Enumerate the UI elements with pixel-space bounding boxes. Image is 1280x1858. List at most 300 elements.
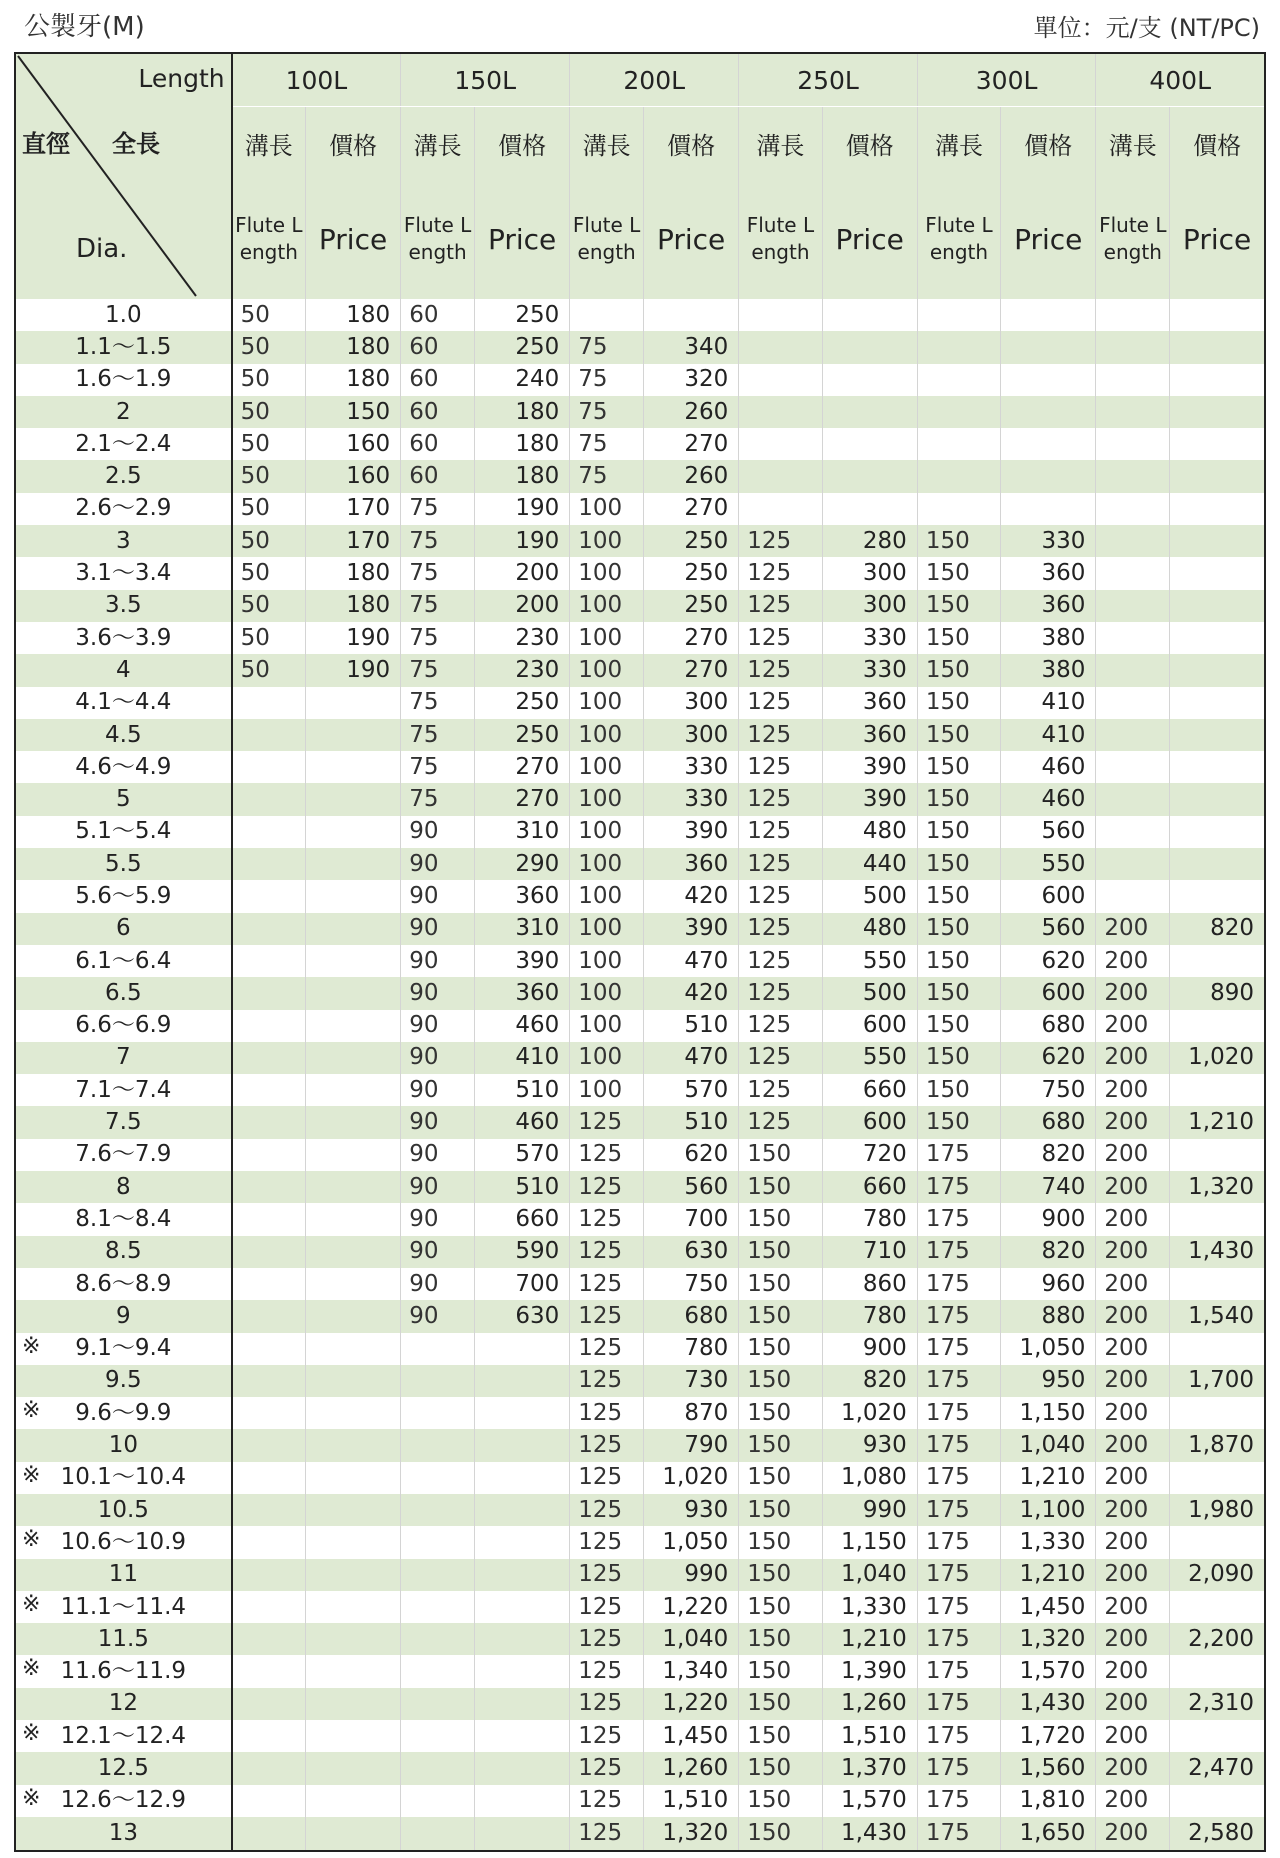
flute-header-zh: 溝長 — [232, 107, 306, 180]
diameter-value: 9.1～9.4 — [75, 1335, 172, 1362]
flute-length-cell: 200 — [1096, 1171, 1170, 1203]
table-row — [15, 299, 1265, 331]
flute-length-cell: 90 — [401, 1203, 475, 1235]
flute-length-cell: 50 — [232, 460, 306, 492]
price-cell — [305, 913, 400, 945]
table-row — [15, 525, 1265, 557]
flute-length-cell: 50 — [232, 525, 306, 557]
flute-length-cell: 125 — [570, 1300, 644, 1332]
price-header-en: Price — [474, 179, 569, 299]
flute-header-en-cell — [401, 179, 475, 299]
flute-length-cell — [401, 1494, 475, 1526]
diameter-cell — [15, 1720, 232, 1752]
price-cell: 710 — [822, 1236, 917, 1268]
flute-length-cell — [401, 1623, 475, 1655]
flute-length-cell: 200 — [1096, 1397, 1170, 1429]
price-cell: 590 — [474, 1236, 569, 1268]
diameter-value: 10.6～10.9 — [60, 1528, 187, 1555]
price-cell: 200 — [474, 557, 569, 589]
diameter-value: 11.6～11.9 — [60, 1658, 187, 1685]
diameter-cell — [15, 1042, 232, 1074]
price-cell: 510 — [644, 1106, 739, 1138]
reference-mark: ※ — [22, 1785, 41, 1811]
price-cell: 1,430 — [822, 1817, 917, 1851]
price-cell: 2,470 — [1170, 1752, 1265, 1784]
price-header-zh: 價格 — [1170, 107, 1265, 180]
price-cell — [305, 783, 400, 815]
price-cell: 950 — [1001, 1365, 1096, 1397]
price-cell — [644, 299, 739, 331]
price-cell: 480 — [822, 913, 917, 945]
flute-length-cell: 175 — [917, 1300, 1000, 1332]
flute-length-cell — [232, 1785, 306, 1817]
price-cell: 2,310 — [1170, 1688, 1265, 1720]
table-row — [15, 816, 1265, 848]
diameter-value: 5 — [116, 786, 131, 813]
price-cell: 250 — [644, 557, 739, 589]
flute-header-zh: 溝長 — [739, 107, 822, 180]
price-cell — [1170, 654, 1265, 686]
price-header-zh: 價格 — [305, 107, 400, 180]
table-row — [15, 945, 1265, 977]
diameter-value: 10.5 — [97, 1496, 149, 1523]
diameter-cell — [15, 783, 232, 815]
diameter-cell — [15, 719, 232, 751]
price-cell: 1,870 — [1170, 1429, 1265, 1461]
price-cell — [305, 1203, 400, 1235]
flute-length-cell — [1096, 331, 1170, 363]
table-row — [15, 1752, 1265, 1784]
flute-length-cell — [232, 751, 306, 783]
price-cell — [305, 1559, 400, 1591]
flute-length-cell — [232, 1752, 306, 1784]
price-cell — [474, 1752, 569, 1784]
flute-length-cell — [917, 428, 1000, 460]
flute-length-cell: 100 — [570, 751, 644, 783]
flute-length-cell: 100 — [570, 1042, 644, 1074]
flute-length-cell: 150 — [917, 880, 1000, 912]
price-cell: 310 — [474, 913, 569, 945]
price-cell: 930 — [822, 1429, 917, 1461]
price-cell: 780 — [644, 1333, 739, 1365]
flute-length-cell — [739, 428, 822, 460]
diameter-value: 7 — [116, 1044, 131, 1071]
flute-length-cell: 150 — [917, 622, 1000, 654]
flute-length-cell: 100 — [570, 654, 644, 686]
table-row — [15, 1106, 1265, 1138]
price-cell: 500 — [822, 977, 917, 1009]
table-row — [15, 590, 1265, 622]
flute-length-cell: 150 — [739, 1429, 822, 1461]
price-cell — [305, 1333, 400, 1365]
table-row — [15, 977, 1265, 1009]
price-cell — [822, 364, 917, 396]
price-cell — [305, 719, 400, 751]
price-cell: 180 — [305, 331, 400, 363]
table-row — [15, 1042, 1265, 1074]
price-cell: 1,810 — [1001, 1785, 1096, 1817]
price-cell — [474, 1526, 569, 1558]
diameter-value: 1.1～1.5 — [75, 333, 172, 360]
price-cell: 1,560 — [1001, 1752, 1096, 1784]
diameter-cell — [15, 880, 232, 912]
price-cell: 270 — [644, 654, 739, 686]
table-row — [15, 1171, 1265, 1203]
flute-length-cell — [401, 1559, 475, 1591]
price-cell — [305, 1785, 400, 1817]
flute-length-cell — [232, 1494, 306, 1526]
price-cell: 510 — [474, 1074, 569, 1106]
flute-length-cell: 175 — [917, 1429, 1000, 1461]
price-cell — [1170, 331, 1265, 363]
flute-length-cell: 150 — [917, 977, 1000, 1009]
flute-length-cell: 60 — [401, 396, 475, 428]
reference-mark: ※ — [22, 1462, 41, 1488]
price-cell: 1,390 — [822, 1655, 917, 1687]
price-cell: 180 — [474, 460, 569, 492]
price-cell: 1,450 — [644, 1720, 739, 1752]
table-row — [15, 880, 1265, 912]
table-row — [15, 1300, 1265, 1332]
flute-length-cell — [1096, 816, 1170, 848]
price-cell: 700 — [644, 1203, 739, 1235]
price-cell: 900 — [822, 1333, 917, 1365]
table-row — [15, 1720, 1265, 1752]
flute-length-cell: 100 — [570, 783, 644, 815]
diameter-cell — [15, 493, 232, 525]
flute-length-cell: 175 — [917, 1268, 1000, 1300]
price-cell — [474, 1462, 569, 1494]
price-cell: 330 — [822, 622, 917, 654]
price-cell — [474, 1720, 569, 1752]
price-cell: 420 — [644, 880, 739, 912]
flute-length-cell: 175 — [917, 1333, 1000, 1365]
table-row — [15, 1333, 1265, 1365]
flute-length-cell: 90 — [401, 1171, 475, 1203]
diameter-value: 3.1～3.4 — [75, 560, 172, 587]
price-cell: 660 — [822, 1171, 917, 1203]
price-cell: 660 — [822, 1074, 917, 1106]
price-cell: 820 — [1170, 913, 1265, 945]
flute-length-cell: 90 — [401, 1010, 475, 1042]
price-cell: 1,340 — [644, 1655, 739, 1687]
flute-length-cell: 150 — [739, 1139, 822, 1171]
diameter-cell — [15, 1785, 232, 1817]
flute-length-cell: 175 — [917, 1139, 1000, 1171]
price-cell — [1001, 493, 1096, 525]
flute-length-cell: 150 — [739, 1300, 822, 1332]
flute-length-cell: 175 — [917, 1720, 1000, 1752]
price-cell: 460 — [1001, 751, 1096, 783]
table-row — [15, 396, 1265, 428]
price-cell: 620 — [1001, 1042, 1096, 1074]
price-cell: 560 — [1001, 816, 1096, 848]
flute-length-cell — [1096, 654, 1170, 686]
flute-length-cell: 200 — [1096, 1526, 1170, 1558]
price-cell: 1,210 — [1001, 1462, 1096, 1494]
flute-length-cell: 175 — [917, 1623, 1000, 1655]
flute-length-cell: 125 — [570, 1526, 644, 1558]
table-row — [15, 1074, 1265, 1106]
price-cell: 320 — [644, 364, 739, 396]
flute-length-cell — [401, 1817, 475, 1851]
flute-length-cell: 50 — [232, 428, 306, 460]
flute-length-cell: 75 — [401, 622, 475, 654]
flute-length-cell: 150 — [739, 1268, 822, 1300]
price-cell — [822, 460, 917, 492]
flute-length-cell: 150 — [739, 1559, 822, 1591]
table-row — [15, 428, 1265, 460]
price-cell — [305, 1623, 400, 1655]
diameter-cell — [15, 396, 232, 428]
price-cell: 390 — [474, 945, 569, 977]
flute-length-cell: 125 — [739, 913, 822, 945]
price-cell — [1001, 428, 1096, 460]
flute-length-cell — [917, 331, 1000, 363]
diameter-cell — [15, 848, 232, 880]
price-cell: 300 — [644, 719, 739, 751]
flute-length-cell: 175 — [917, 1365, 1000, 1397]
price-cell: 270 — [644, 428, 739, 460]
price-cell: 560 — [1001, 913, 1096, 945]
price-cell — [1170, 848, 1265, 880]
price-cell — [305, 1268, 400, 1300]
diameter-cell — [15, 460, 232, 492]
price-cell — [1170, 525, 1265, 557]
price-header-zh: 價格 — [644, 107, 739, 180]
flute-length-cell: 125 — [739, 945, 822, 977]
flute-length-cell — [401, 1429, 475, 1461]
price-cell: 410 — [1001, 719, 1096, 751]
flute-length-cell — [232, 1655, 306, 1687]
price-cell: 170 — [305, 525, 400, 557]
price-cell — [1170, 1655, 1265, 1687]
flute-length-cell — [1096, 687, 1170, 719]
flute-length-cell: 125 — [570, 1203, 644, 1235]
price-cell: 740 — [1001, 1171, 1096, 1203]
flute-length-cell: 75 — [570, 396, 644, 428]
price-cell — [305, 848, 400, 880]
diameter-cell — [15, 1268, 232, 1300]
price-cell: 470 — [644, 945, 739, 977]
flute-length-cell: 100 — [570, 622, 644, 654]
diameter-cell — [15, 428, 232, 460]
diameter-cell — [15, 1688, 232, 1720]
flute-length-cell: 125 — [570, 1655, 644, 1687]
price-cell: 250 — [474, 687, 569, 719]
price-cell: 270 — [474, 751, 569, 783]
reference-mark: ※ — [22, 1398, 41, 1424]
diameter-cell — [15, 1429, 232, 1461]
flute-length-cell: 125 — [570, 1559, 644, 1591]
price-cell: 680 — [644, 1300, 739, 1332]
price-cell: 480 — [822, 816, 917, 848]
price-cell: 460 — [474, 1010, 569, 1042]
price-cell: 1,100 — [1001, 1494, 1096, 1526]
flute-length-cell: 150 — [917, 687, 1000, 719]
flute-length-cell — [1096, 622, 1170, 654]
flute-length-cell: 125 — [739, 783, 822, 815]
price-cell: 180 — [305, 557, 400, 589]
price-cell — [1170, 880, 1265, 912]
diameter-cell — [15, 1752, 232, 1784]
flute-length-cell: 150 — [917, 945, 1000, 977]
flute-length-cell: 175 — [917, 1655, 1000, 1687]
flute-length-cell — [232, 880, 306, 912]
price-cell: 630 — [474, 1300, 569, 1332]
price-cell — [474, 1785, 569, 1817]
price-cell: 510 — [644, 1010, 739, 1042]
table-row — [15, 1591, 1265, 1623]
price-cell: 1,510 — [822, 1720, 917, 1752]
price-cell: 860 — [822, 1268, 917, 1300]
unit-label: 單位：元/支 (NT/PC) — [1033, 14, 1260, 42]
reference-mark: ※ — [22, 1333, 41, 1359]
flute-length-cell — [401, 1655, 475, 1687]
price-cell — [474, 1429, 569, 1461]
flute-length-cell: 100 — [570, 1010, 644, 1042]
flute-length-cell — [1096, 590, 1170, 622]
diameter-value: 2.1～2.4 — [75, 430, 172, 457]
price-cell: 180 — [305, 299, 400, 331]
table-row — [15, 687, 1265, 719]
price-cell — [1170, 1526, 1265, 1558]
price-cell — [1170, 816, 1265, 848]
price-cell: 1,080 — [822, 1462, 917, 1494]
flute-length-cell — [401, 1526, 475, 1558]
flute-length-cell — [1096, 299, 1170, 331]
price-cell: 1,260 — [644, 1752, 739, 1784]
flute-length-cell: 100 — [570, 945, 644, 977]
diameter-cell — [15, 1171, 232, 1203]
table-row — [15, 913, 1265, 945]
diameter-cell — [15, 1397, 232, 1429]
price-header-zh: 價格 — [474, 107, 569, 180]
flute-length-cell — [232, 783, 306, 815]
flute-length-cell — [232, 1074, 306, 1106]
flute-length-cell: 150 — [739, 1623, 822, 1655]
diameter-value: 4.5 — [105, 721, 142, 748]
price-cell: 1,020 — [644, 1462, 739, 1494]
diameter-value: 13 — [108, 1819, 138, 1846]
flute-length-cell: 200 — [1096, 1559, 1170, 1591]
price-cell — [1170, 428, 1265, 460]
flute-length-cell: 150 — [739, 1236, 822, 1268]
price-cell — [305, 1526, 400, 1558]
diameter-cell — [15, 913, 232, 945]
flute-length-cell: 200 — [1096, 1655, 1170, 1687]
table-row — [15, 1462, 1265, 1494]
flute-length-cell: 75 — [401, 687, 475, 719]
price-cell: 180 — [305, 364, 400, 396]
flute-length-cell — [232, 1171, 306, 1203]
flute-length-cell: 75 — [401, 557, 475, 589]
flute-length-cell — [739, 493, 822, 525]
flute-length-cell — [232, 1559, 306, 1591]
flute-length-cell: 100 — [570, 977, 644, 1009]
price-cell: 360 — [644, 848, 739, 880]
price-cell — [474, 1688, 569, 1720]
flute-length-cell: 125 — [739, 622, 822, 654]
price-cell: 570 — [644, 1074, 739, 1106]
price-cell: 410 — [1001, 687, 1096, 719]
flute-length-cell: 125 — [739, 654, 822, 686]
flute-length-cell — [917, 396, 1000, 428]
price-cell — [474, 1623, 569, 1655]
price-cell — [1170, 396, 1265, 428]
flute-length-cell: 200 — [1096, 945, 1170, 977]
price-cell: 790 — [644, 1429, 739, 1461]
flute-length-cell: 125 — [570, 1333, 644, 1365]
price-cell: 440 — [822, 848, 917, 880]
flute-length-cell — [232, 1106, 306, 1138]
length-header: 400L — [1096, 53, 1265, 107]
price-cell: 390 — [644, 913, 739, 945]
flute-length-cell: 75 — [401, 783, 475, 815]
diameter-cell — [15, 816, 232, 848]
price-cell — [305, 1688, 400, 1720]
diameter-cell — [15, 1139, 232, 1171]
flute-length-cell: 50 — [232, 590, 306, 622]
price-cell: 390 — [822, 783, 917, 815]
table-row — [15, 783, 1265, 815]
flute-length-cell — [401, 1333, 475, 1365]
flute-length-cell — [739, 299, 822, 331]
diameter-value: 5.6～5.9 — [75, 882, 172, 909]
flute-length-cell — [232, 719, 306, 751]
flute-length-cell — [232, 1300, 306, 1332]
price-cell — [305, 1106, 400, 1138]
price-cell — [474, 1655, 569, 1687]
flute-length-cell — [1096, 493, 1170, 525]
price-cell: 230 — [474, 654, 569, 686]
flute-length-cell — [232, 1720, 306, 1752]
price-cell: 250 — [474, 299, 569, 331]
price-cell: 900 — [1001, 1203, 1096, 1235]
price-cell: 560 — [644, 1171, 739, 1203]
flute-length-cell: 200 — [1096, 1817, 1170, 1851]
price-cell: 1,570 — [1001, 1655, 1096, 1687]
flute-length-cell — [232, 1333, 306, 1365]
price-cell — [1170, 1462, 1265, 1494]
flute-length-cell — [1096, 525, 1170, 557]
flute-length-cell: 150 — [739, 1817, 822, 1851]
price-cell — [305, 687, 400, 719]
price-cell: 1,220 — [644, 1591, 739, 1623]
price-cell — [1170, 1139, 1265, 1171]
flute-length-cell: 150 — [917, 751, 1000, 783]
flute-length-cell — [917, 493, 1000, 525]
flute-length-cell: 150 — [739, 1591, 822, 1623]
price-cell: 1,050 — [1001, 1333, 1096, 1365]
table-row — [15, 1785, 1265, 1817]
price-cell: 1,040 — [822, 1559, 917, 1591]
price-cell — [1001, 364, 1096, 396]
table-row — [15, 1494, 1265, 1526]
price-cell: 930 — [644, 1494, 739, 1526]
diameter-value: 9.6～9.9 — [75, 1399, 172, 1426]
flute-length-cell: 150 — [739, 1203, 822, 1235]
diameter-cell — [15, 1010, 232, 1042]
diameter-value: 12.1～12.4 — [60, 1722, 187, 1749]
price-cell: 660 — [474, 1203, 569, 1235]
flute-length-cell: 90 — [401, 1074, 475, 1106]
price-cell: 190 — [305, 622, 400, 654]
diameter-cell — [15, 977, 232, 1009]
table-row — [15, 1817, 1265, 1851]
diameter-value: 9.5 — [105, 1367, 142, 1394]
price-cell: 1,540 — [1170, 1300, 1265, 1332]
